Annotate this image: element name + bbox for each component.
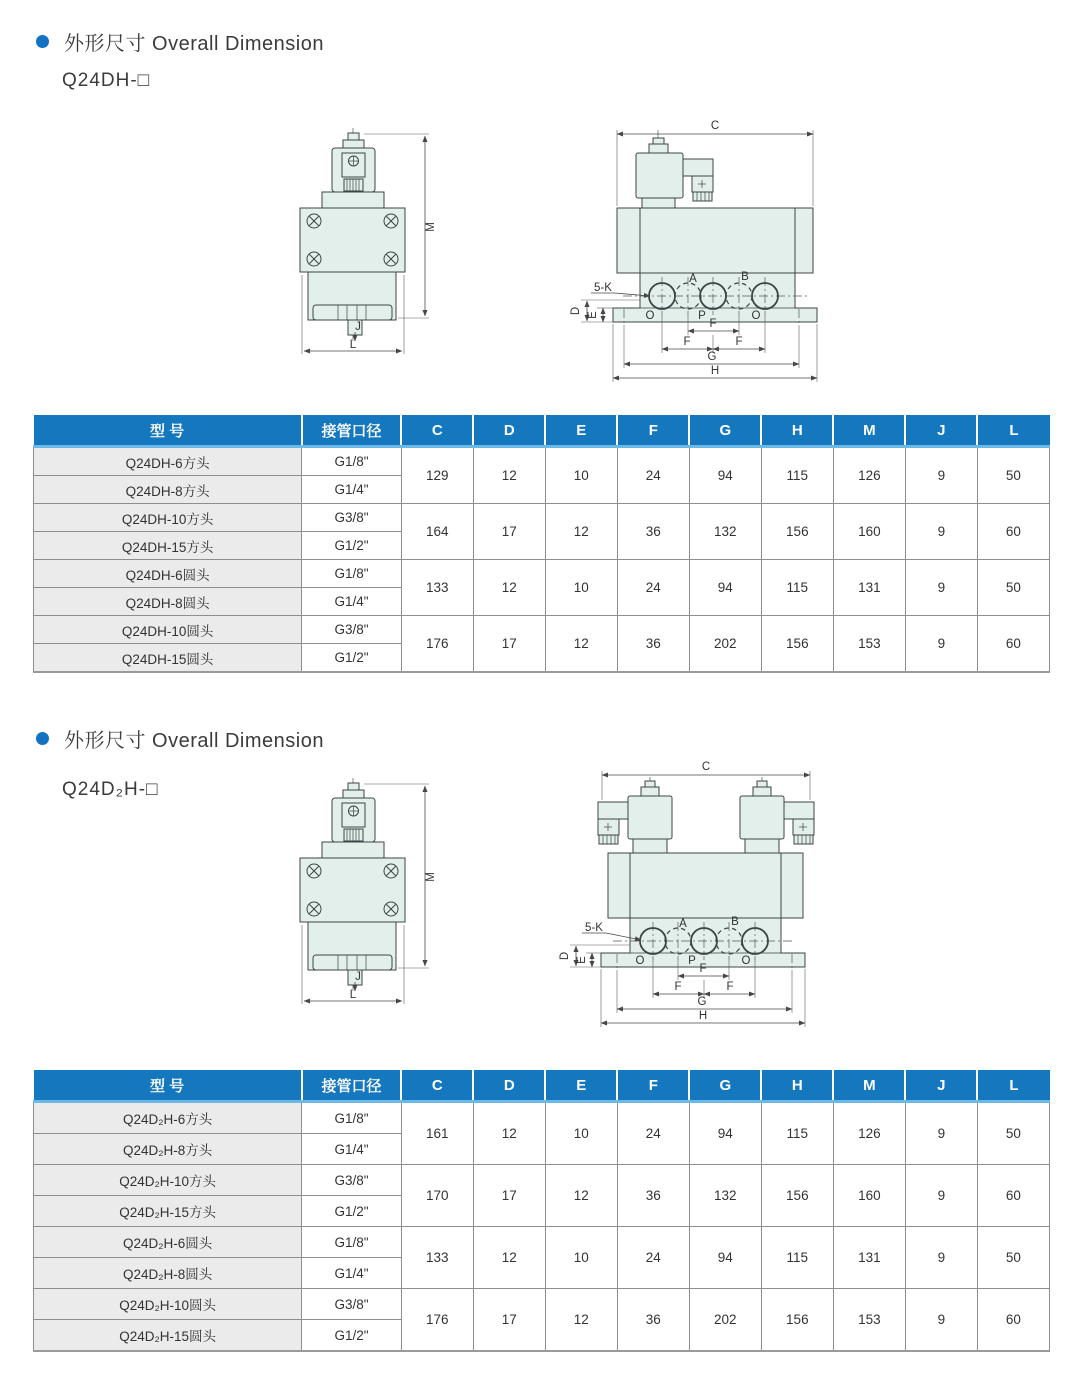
valve-coil-right <box>740 781 814 853</box>
dimension-value: 94 <box>689 1102 761 1165</box>
port-label-o-right: O <box>751 310 761 322</box>
dimension-value: 50 <box>977 1227 1049 1289</box>
model-cell: Q24D₂H-15圆头 <box>34 1320 302 1352</box>
dimension-value: 10 <box>545 560 617 616</box>
dim-label-f3: F <box>726 981 734 993</box>
port-size-cell: G3/8" <box>302 504 402 532</box>
model-cell: Q24DH-8方头 <box>34 476 302 504</box>
dimension-value: 12 <box>473 447 545 504</box>
dimension-value: 160 <box>833 1165 905 1227</box>
dimension-value: 132 <box>689 1165 761 1227</box>
dimension-value: 170 <box>401 1165 473 1227</box>
side-view-drawing-1 <box>565 110 835 400</box>
dimension-table-container-1 <box>33 415 1050 673</box>
section-title: 外形尺寸 Overall Dimension <box>64 730 324 752</box>
column-header: F <box>617 1070 689 1102</box>
model-cell: Q24DH-6圆头 <box>34 560 302 588</box>
valve-coil <box>636 138 713 208</box>
port-size-cell: G1/2" <box>302 1320 402 1352</box>
dimension-value: 17 <box>473 1289 545 1352</box>
dimension-value: 9 <box>905 1289 977 1352</box>
dimension-value: 202 <box>689 616 761 673</box>
bullet-icon <box>36 732 49 745</box>
dim-label-h: H <box>710 365 720 377</box>
dim-label-f1: F <box>699 963 707 975</box>
model-code-2: Q24D₂H-□ <box>62 779 159 800</box>
dimension-value: 94 <box>689 1227 761 1289</box>
dim-label-e: E <box>587 311 599 319</box>
dimension-value: 12 <box>545 616 617 673</box>
dimension-value: 50 <box>977 447 1049 504</box>
dimension-value: 10 <box>545 1102 617 1165</box>
dimension-value: 133 <box>401 560 473 616</box>
column-header: J <box>905 415 977 447</box>
port-size-cell: G1/4" <box>302 588 402 616</box>
model-cell: Q24D₂H-6圆头 <box>34 1227 302 1258</box>
dimension-value: 17 <box>473 616 545 673</box>
valve-body <box>601 853 805 967</box>
table-row <box>34 1289 1050 1320</box>
dimension-value: 12 <box>545 1165 617 1227</box>
dimension-value: 115 <box>761 1102 833 1165</box>
dimension-value: 161 <box>401 1102 473 1165</box>
dimension-value: 115 <box>761 560 833 616</box>
column-header: C <box>401 415 473 447</box>
dim-label-g: G <box>707 351 717 363</box>
table-row <box>34 560 1050 588</box>
dim-label-e: E <box>576 956 588 964</box>
dimension-value: 50 <box>977 1102 1049 1165</box>
dim-label-m: M <box>425 222 437 232</box>
port-size-cell: G1/2" <box>302 644 402 673</box>
valve-body <box>613 208 817 322</box>
section-heading-2 <box>36 724 324 753</box>
dimension-value: 94 <box>689 560 761 616</box>
valve-body <box>300 192 405 335</box>
column-header: 接管口径 <box>302 415 402 447</box>
column-header: C <box>401 1070 473 1102</box>
port-size-cell: G3/8" <box>302 616 402 644</box>
model-cell: Q24D₂H-10方头 <box>34 1165 302 1196</box>
column-header: F <box>617 415 689 447</box>
dimension-value: 60 <box>977 1289 1049 1352</box>
dim-label-j: J <box>355 971 361 983</box>
dimension-value: 36 <box>617 504 689 560</box>
dimension-value: 36 <box>617 616 689 673</box>
port-size-cell: G3/8" <box>302 1165 402 1196</box>
dimension-value: 60 <box>977 1165 1049 1227</box>
column-header: G <box>689 415 761 447</box>
dim-label-g: G <box>697 996 707 1008</box>
header-row <box>34 1070 1050 1102</box>
table-row <box>34 1102 1050 1134</box>
valve-coil <box>332 783 375 842</box>
column-header: 型 号 <box>34 415 302 447</box>
model-cell: Q24D₂H-8圆头 <box>34 1258 302 1289</box>
dim-label-a: A <box>689 273 697 285</box>
dim-label-5k: 5-K <box>594 282 612 294</box>
column-header: 接管口径 <box>302 1070 402 1102</box>
dimension-value: 10 <box>545 1227 617 1289</box>
port-label-p: P <box>688 955 696 967</box>
section-title: 外形尺寸 Overall Dimension <box>64 33 324 55</box>
dimension-value: 133 <box>401 1227 473 1289</box>
dim-label-l: L <box>349 989 357 1001</box>
dim-label-d: D <box>570 306 582 316</box>
dim-label-h: H <box>698 1010 708 1022</box>
dimension-value: 126 <box>833 1102 905 1165</box>
column-header: M <box>833 1070 905 1102</box>
side-view-drawing-2 <box>550 755 840 1045</box>
dim-label-5k: 5-K <box>585 922 603 934</box>
dim-label-j: J <box>355 321 361 333</box>
dim-label-m: M <box>425 872 437 882</box>
bullet-icon <box>36 35 49 48</box>
dim-label-d: D <box>559 951 571 961</box>
valve-coil <box>332 133 375 192</box>
port-label-p: P <box>698 310 706 322</box>
column-header: H <box>761 415 833 447</box>
dimension-value: 129 <box>401 447 473 504</box>
port-size-cell: G3/8" <box>302 1289 402 1320</box>
dimension-value: 9 <box>905 560 977 616</box>
dimension-value: 9 <box>905 616 977 673</box>
column-header: G <box>689 1070 761 1102</box>
dimension-value: 9 <box>905 447 977 504</box>
model-cell: Q24DH-10圆头 <box>34 616 302 644</box>
dimension-value: 176 <box>401 1289 473 1352</box>
port-size-cell: G1/2" <box>302 1196 402 1227</box>
dimension-value: 164 <box>401 504 473 560</box>
dim-label-f1: F <box>709 318 717 330</box>
port-size-cell: G1/8" <box>302 1102 402 1134</box>
dimension-value: 160 <box>833 504 905 560</box>
header-row <box>34 415 1050 447</box>
table-row <box>34 1227 1050 1258</box>
dimension-value: 131 <box>833 1227 905 1289</box>
dimension-value: 12 <box>545 504 617 560</box>
dimension-value: 10 <box>545 447 617 504</box>
dimension-value: 24 <box>617 560 689 616</box>
dimension-value: 60 <box>977 616 1049 673</box>
dim-label-f3: F <box>735 336 743 348</box>
table-row <box>34 1165 1050 1196</box>
port-size-cell: G1/4" <box>302 476 402 504</box>
port-size-cell: G1/4" <box>302 1258 402 1289</box>
column-header: E <box>545 1070 617 1102</box>
dimension-value: 132 <box>689 504 761 560</box>
dimension-value: 9 <box>905 1165 977 1227</box>
column-header: L <box>977 415 1049 447</box>
column-header: D <box>473 415 545 447</box>
dimension-value: 60 <box>977 504 1049 560</box>
port-size-cell: G1/8" <box>302 560 402 588</box>
dim-label-b: B <box>741 271 749 283</box>
dimension-value: 153 <box>833 616 905 673</box>
valve-body <box>300 842 405 985</box>
model-cell: Q24DH-6方头 <box>34 447 302 476</box>
model-cell: Q24D₂H-10圆头 <box>34 1289 302 1320</box>
port-size-cell: G1/4" <box>302 1134 402 1165</box>
dim-label-b: B <box>731 916 739 928</box>
dimension-value: 12 <box>473 1227 545 1289</box>
dimension-value: 9 <box>905 1227 977 1289</box>
dimension-value: 115 <box>761 447 833 504</box>
dimension-value: 12 <box>473 1102 545 1165</box>
model-cell: Q24D₂H-15方头 <box>34 1196 302 1227</box>
port-label-o-right: O <box>741 955 751 967</box>
port-label-o-left: O <box>635 955 645 967</box>
model-cell: Q24D₂H-8方头 <box>34 1134 302 1165</box>
front-view-drawing-1 <box>290 120 440 370</box>
dimension-value: 94 <box>689 447 761 504</box>
dimension-value: 36 <box>617 1289 689 1352</box>
port-size-cell: G1/8" <box>302 447 402 476</box>
dimension-value: 12 <box>545 1289 617 1352</box>
column-header: L <box>977 1070 1049 1102</box>
dimension-value: 126 <box>833 447 905 504</box>
column-header: J <box>905 1070 977 1102</box>
dimension-value: 156 <box>761 504 833 560</box>
dimension-value: 36 <box>617 1165 689 1227</box>
dimension-value: 17 <box>473 1165 545 1227</box>
port-size-cell: G1/8" <box>302 1227 402 1258</box>
dimension-value: 156 <box>761 616 833 673</box>
dimension-value: 202 <box>689 1289 761 1352</box>
dim-label-l: L <box>349 339 357 351</box>
column-header: D <box>473 1070 545 1102</box>
dimension-value: 176 <box>401 616 473 673</box>
dim-label-c: C <box>710 120 720 132</box>
model-cell: Q24DH-10方头 <box>34 504 302 532</box>
dimension-value: 24 <box>617 447 689 504</box>
model-cell: Q24DH-15圆头 <box>34 644 302 673</box>
dimension-table <box>33 415 1050 673</box>
table-row <box>34 616 1050 644</box>
dimension-value: 12 <box>473 560 545 616</box>
dimension-value: 153 <box>833 1289 905 1352</box>
dim-label-f2: F <box>674 981 682 993</box>
valve-coil-left <box>598 781 672 853</box>
dim-label-a: A <box>679 918 687 930</box>
section-heading-1 <box>36 27 324 56</box>
table-row <box>34 504 1050 532</box>
column-header: 型 号 <box>34 1070 302 1102</box>
dimension-value: 50 <box>977 560 1049 616</box>
dimension-value: 17 <box>473 504 545 560</box>
dimension-value: 131 <box>833 560 905 616</box>
model-cell: Q24DH-15方头 <box>34 532 302 560</box>
column-header: M <box>833 415 905 447</box>
dimension-value: 9 <box>905 1102 977 1165</box>
dimension-value: 24 <box>617 1102 689 1165</box>
dim-label-c: C <box>701 761 711 773</box>
column-header: E <box>545 415 617 447</box>
dim-label-f2: F <box>683 336 691 348</box>
dimension-value: 115 <box>761 1227 833 1289</box>
model-cell: Q24D₂H-6方头 <box>34 1102 302 1134</box>
model-cell: Q24DH-8圆头 <box>34 588 302 616</box>
dimension-value: 9 <box>905 504 977 560</box>
column-header: H <box>761 1070 833 1102</box>
table-row <box>34 447 1050 476</box>
dimension-value: 156 <box>761 1165 833 1227</box>
dimension-table <box>33 1070 1050 1352</box>
dimension-value: 156 <box>761 1289 833 1352</box>
model-code-1: Q24DH-□ <box>62 70 151 91</box>
dimension-table-container-2 <box>33 1070 1050 1352</box>
front-view-drawing-2 <box>290 770 440 1020</box>
port-size-cell: G1/2" <box>302 532 402 560</box>
dimension-value: 24 <box>617 1227 689 1289</box>
port-label-o-left: O <box>645 310 655 322</box>
